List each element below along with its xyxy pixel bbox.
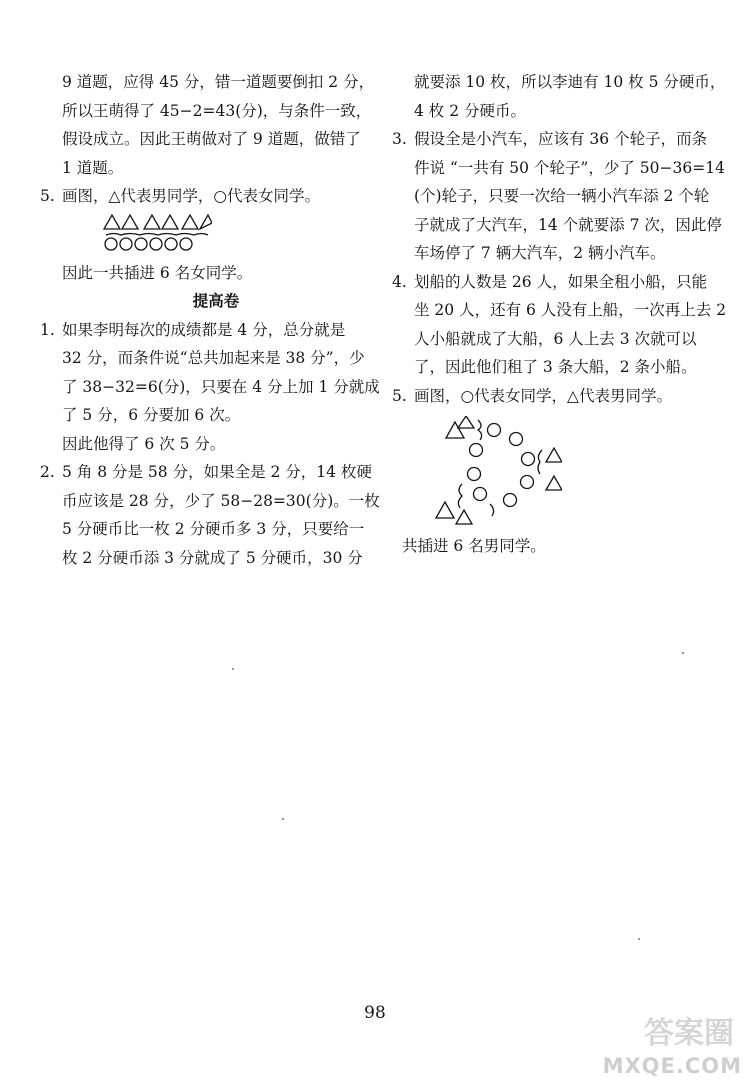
text-line: 了，因此他们租了 3 条大船，2 条小船。: [414, 358, 697, 376]
text-line: 了 5 分，6 分要加 6 次。: [62, 406, 241, 424]
answer-item-4: [392, 268, 727, 382]
circle-shape: [105, 238, 117, 250]
circle-shape: [120, 238, 132, 250]
continued-answer-right: [392, 68, 726, 125]
watermark-logo: 答案圈: [644, 1016, 734, 1051]
section-title: 提高卷: [192, 291, 240, 310]
connector-arc: [490, 504, 494, 516]
text-line: 5 分硬币比一枚 2 分硬币多 3 分，只要给一: [62, 520, 365, 538]
text-line: 子就成了大汽车，14 个就要添 7 次，因此停: [414, 215, 722, 234]
circle-ring-with-triangles-figure: [432, 416, 562, 526]
continued-answer-left: [40, 68, 375, 182]
triangle-shape: [104, 215, 120, 229]
print-dot: [232, 668, 234, 670]
answer-item-5-right: [392, 382, 722, 411]
item-number: 5.: [392, 386, 407, 405]
text-line: 画图，△代表男同学，○代表女同学。: [62, 187, 320, 205]
left-column: [40, 68, 380, 572]
text-line: 画图，○代表女同学，△代表男同学。: [414, 386, 672, 405]
circle-shape: [135, 238, 147, 250]
triangle-shape: [546, 476, 562, 490]
print-dot: [682, 652, 684, 654]
text-line: 车场停了 7 辆大汽车，2 辆小汽车。: [414, 244, 666, 262]
text-line: 假设全是小汽车，应该有 36 个轮子，而条: [414, 130, 708, 148]
item-number: 4.: [392, 272, 407, 291]
text-line: 枚 2 分硬币添 3 分就成了 5 分硬币，30 分: [62, 548, 363, 567]
circle-shape: [521, 476, 534, 489]
answer-item-2: [40, 458, 380, 572]
circle-shape: [504, 494, 517, 507]
triangle-shape: [546, 448, 562, 462]
text-line: 币应该是 28 分，少了 58−28=30(分)。一枚: [62, 491, 380, 510]
triangle-shape: [436, 502, 454, 518]
text-line: 划船的人数是 26 人，如果全租小船，只能: [414, 272, 708, 291]
answer-item-3: [392, 125, 725, 268]
text-line: 32 分，而条件说“总共加起来是 38 分”，少: [62, 349, 365, 367]
text-line: 了 38−32=6(分)，只要在 4 分上加 1 分就成: [62, 377, 380, 396]
text-line: (个)轮子，只要一次给一辆小汽车添 2 个轮: [414, 187, 710, 205]
answer-item-5: [40, 182, 370, 211]
text-line: 坐 20 人，还有 6 人没有上船，一次再上去 2: [414, 301, 727, 319]
circle-shape: [150, 238, 162, 250]
item-number: 2.: [40, 463, 55, 481]
triangle-shape: [162, 215, 178, 229]
circle-shape: [522, 453, 535, 466]
connector-arc: [538, 450, 542, 474]
triangle-shape: [200, 215, 212, 229]
text-line: 就要添 10 枚，所以李迪有 10 枚 5 分硬币，: [414, 73, 726, 91]
page-number: 98: [364, 1003, 386, 1023]
connector-arc: [106, 233, 208, 235]
text-line: 人小船就成了大船，6 人上去 3 次就可以: [414, 329, 697, 348]
triangles-circles-row-figure: [102, 213, 212, 253]
conclusion-text: 因此他得了 6 次 5 分。: [62, 434, 226, 453]
circle-shape: [180, 238, 192, 250]
print-dot: [282, 818, 284, 820]
answer-item-1: [40, 316, 380, 430]
triangle-shape: [182, 215, 198, 229]
circle-shape: [470, 444, 483, 457]
triangle-shape: [122, 215, 138, 229]
connector-arc: [458, 484, 462, 508]
triangle-shape: [144, 215, 160, 229]
triangle-shape: [458, 416, 474, 428]
text-line: 假设成立。因此王萌做对了 9 道题，做错了: [62, 130, 361, 148]
text-line: 件说 “一共有 50 个轮子”，少了 50−36=14: [414, 158, 725, 177]
conclusion-text: 因此一共插进 6 名女同学。: [62, 263, 253, 282]
triangle-shape: [456, 510, 472, 524]
text-line: 9 道题，应得 45 分，错一道题要倒扣 2 分，: [62, 73, 375, 91]
watermark-site: MXQE.COM: [602, 1054, 742, 1078]
text-line: 1 道题。: [62, 158, 124, 177]
circle-shape: [510, 433, 523, 446]
circle-shape: [474, 488, 487, 501]
circle-shape: [468, 468, 481, 481]
item-number: 1.: [40, 320, 55, 339]
conclusion-text: 共插进 6 名男同学。: [402, 537, 546, 555]
right-column: [392, 68, 727, 561]
text-line: 所以王萌得了 45−2=43(分)，与条件一致，: [62, 101, 372, 120]
text-line: 4 枚 2 分硬币。: [414, 101, 527, 120]
circle-shape: [488, 424, 501, 437]
connector-arc: [478, 420, 482, 440]
item-number: 5.: [40, 187, 55, 205]
watermark: [592, 1008, 742, 1078]
text-line: 如果李明每次的成绩都是 4 分，总分就是: [62, 320, 346, 339]
item-number: 3.: [392, 130, 407, 148]
print-dot: [638, 938, 640, 940]
text-line: 5 角 8 分是 58 分，如果全是 2 分，14 枚硬: [62, 463, 372, 481]
circle-shape: [165, 238, 177, 250]
triangle-shape: [446, 422, 464, 438]
